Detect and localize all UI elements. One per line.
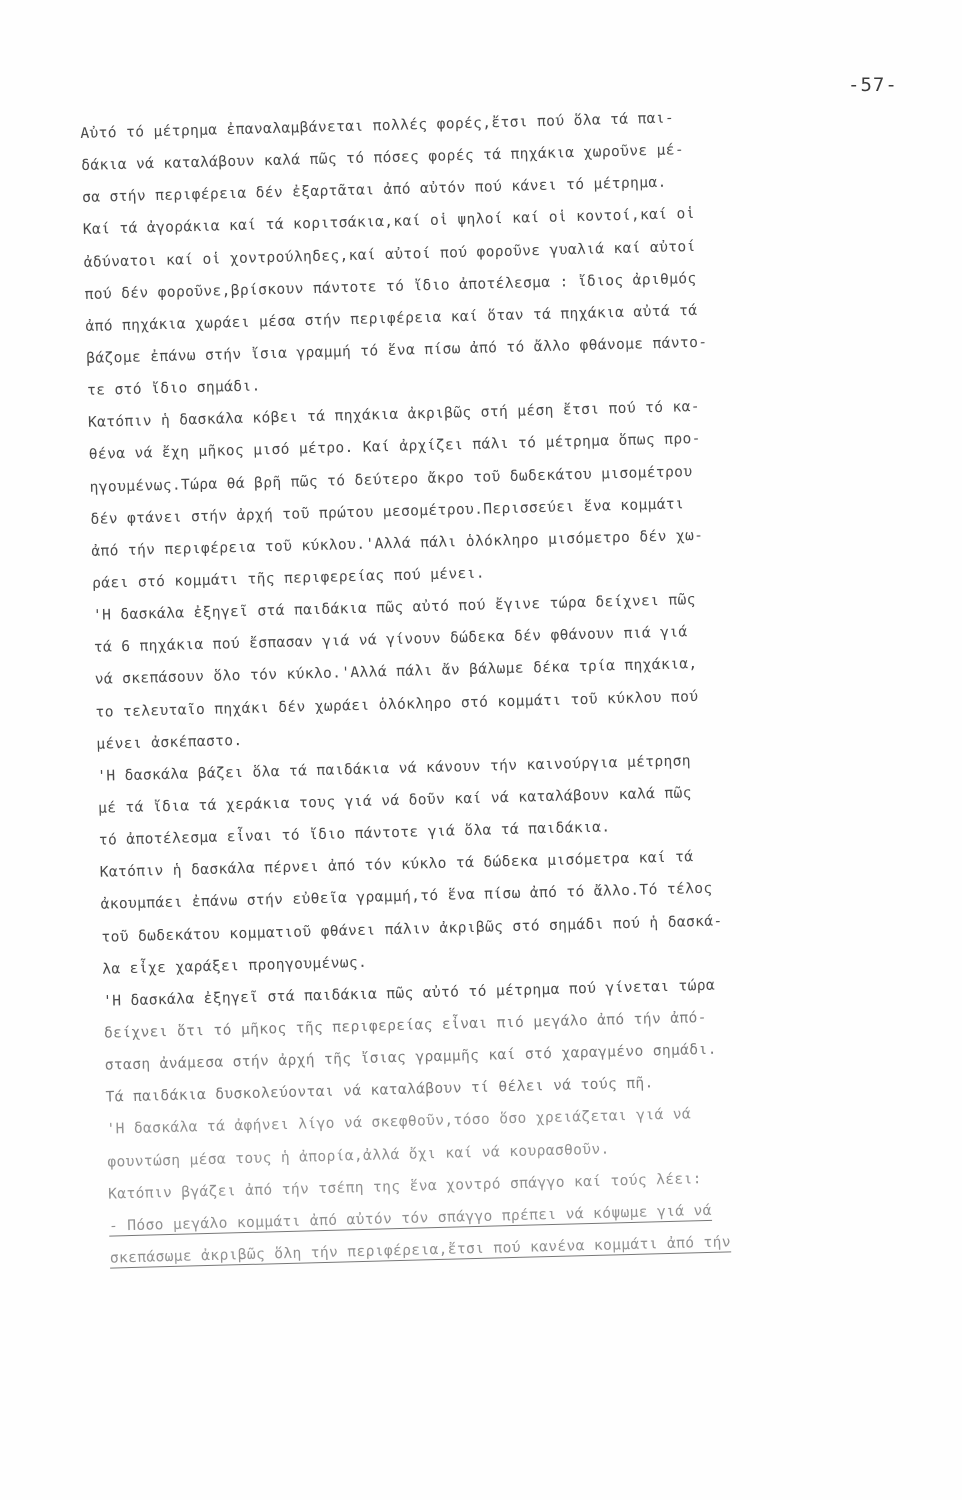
text-line: ἀπό πηχάκια χωράει μέσα στήν περιφέρεια καί ὅταν τά πηχάκια αὐτά τά [85, 301, 698, 335]
text-line: ἀδύνατοι καί οἱ χοντρούληδες,καί αὐτοί πού φοροῦνε γυαλιά καί αὐτοί [83, 237, 696, 271]
text-line: τε στό ἴδιο σημάδι. [86, 377, 261, 400]
text-line: σα στήν περιφέρεια δέν ἐξαρτᾶται ἀπό αὐτόν πού κάνει τό μέτρημα. [81, 173, 667, 207]
text-line: λα εἶχε χαράξει προηγουμένως. [102, 953, 368, 978]
text-line: δέν φτάνει στήν ἀρχή τοῦ πρώτου μεσομέτρου.Περισσεύει ἕνα κομμάτι [90, 495, 685, 528]
text-line: Κατόπιν ἡ δασκάλα κόβει τά πηχάκια ἀκριβῶς στή μέση ἔτσι πού τό κα- [87, 398, 701, 432]
text-line: ἀπό τήν περιφέρεια τοῦ κύκλου.'Αλλά πάλι ὁλόκληρο μισόμετρο δέν χω- [91, 526, 704, 560]
text-line: μένει ἀσκέπαστο. [96, 731, 243, 753]
text-line: δάκια νά καταλάβουν καλά πῶς τό πόσες φορές τά πηχάκια χωροῦνε μέ- [81, 141, 685, 175]
text-line: τά 6 πηχάκια πού ἔσπασαν γιά νά γίνουν δώδεκα δέν φθάνουν πιά γιά [93, 623, 688, 657]
text-line: - Πόσο μεγάλο κομμάτι ἀπό αὐτόν τόν σπάγγο πρέπει νά κόψωμε γιά νά [108, 1201, 713, 1235]
text-line: Αὐτό τό μέτρημα ἐπαναλαμβάνεται πολλές φορές,ἔτσι πού ὅλα τά παι- [80, 109, 675, 142]
text-line: δείχνει ὅτι τό μῆκος τῆς περιφερείας εἶναι πιό μεγάλο ἀπό τήν ἀπό- [103, 1008, 707, 1042]
text-line: βάζομε ἐπάνω στήν ἴσια γραμμή τό ἕνα πίσω ἀπό τό ἄλλο φθάνομε πάντο- [86, 333, 708, 367]
text-line: Τά παιδάκια δυσκολεύονται νά καταλάβουν τί θέλει νά τούς πῆ. [105, 1074, 654, 1106]
text-line: μέ τά ἴδια τά χεράκια τους γιά νά δοῦν καί νά καταλάβουν καλά πῶς [97, 784, 692, 817]
text-line: 'Η δασκάλα ἐξηγεῖ στά παιδάκια πῶς αὐτό τό μέτρημα πού γίνεται τώρα [102, 976, 716, 1010]
text-line: ράει στό κομμάτι τῆς περιφερείας πού μένει. [91, 564, 486, 592]
text-line: τοῦ δωδεκάτου κομματιοῦ φθάνει πάλιν ἀκριβῶς στό σημάδι πού ἡ δασκά- [101, 911, 723, 946]
text-line: 'Η δασκάλα βάζει ὅλα τά παιδάκια νά κάνουν τήν καινούργια μέτρηση [97, 752, 692, 785]
text-line: 'Η δασκάλα τά ἀφήνει λίγο νά σκεφθοῦν,τόσο ὅσο χρειάζεται γιά νά [106, 1105, 692, 1139]
text-body [80, 96, 950, 1275]
text-line: 'Η δασκάλα ἐξηγεῖ στά παιδάκια πῶς αὐτό πού ἔγινε τώρα δείχνει πῶς [92, 591, 697, 624]
text-line: το τελευταῖο πηχάκι δέν χωράει ὁλόκληρο στό κομμάτι τοῦ κύκλου πού [95, 687, 699, 721]
text-line: σταση ἀνάμεσα στήν ἀρχή τῆς ἴσιας γραμμῆς καί στό χαραγμένο σημάδι. [104, 1040, 717, 1074]
text-line: ηγουμένως.Τώρα θά βρῆ πῶς τό δεύτερο ἄκρο τοῦ δωδεκάτου μισομέτρου [89, 462, 693, 496]
text-line: ἀκουμπάει ἐπάνω στήν εὐθεῖα γραμμή,τό ἕνα πίσω ἀπό τό ἄλλο.Τό τέλος [100, 880, 713, 914]
text-line: πού δέν φοροῦνε,βρίσκουν πάντοτε τό ἴδιο ἀποτέλεσμα : ἴδιος ἀριθμός [84, 269, 697, 303]
page-number: -57- [848, 74, 898, 96]
text-line: τό ἀποτέλεσμα εἶναι τό ἴδιο πάντοτε γιά ὅλα τά παιδάκια. [98, 818, 611, 849]
text-line: φουντώση μέσα τους ἡ ἀπορία,ἀλλά ὄχι καί νά κουρασθοῦν. [107, 1139, 610, 1171]
text-line: Κατόπιν βγάζει ἀπό τήν τσέπη της ἕνα χοντρό σπάγγο καί τούς λέει: [107, 1169, 703, 1203]
text-line: Καί τά ἀγοράκια καί τά κοριτσάκια,καί οἱ ψηλοί καί οἱ κοντοί,καί οἱ [82, 205, 696, 239]
text-line: Κατόπιν ἡ δασκάλα πέρνει ἀπό τόν κύκλο τά δώδεκα μισόμετρα καί τά [99, 848, 694, 881]
text-line: σκεπάσωμε ἀκριβῶς ὅλη τήν περιφέρεια,ἔτσι πού κανένα κομμάτι ἀπό τήν [109, 1233, 732, 1267]
text-line: θένα νά ἔχη μῆκος μισό μέτρο. Καί ἀρχίζει πάλι τό μέτρημα ὅπως προ- [88, 430, 701, 464]
text-line: νά σκεπάσουν ὅλο τόν κύκλο.'Αλλά πάλι ἄν βάλωμε δέκα τρία πηχάκια, [94, 655, 698, 689]
